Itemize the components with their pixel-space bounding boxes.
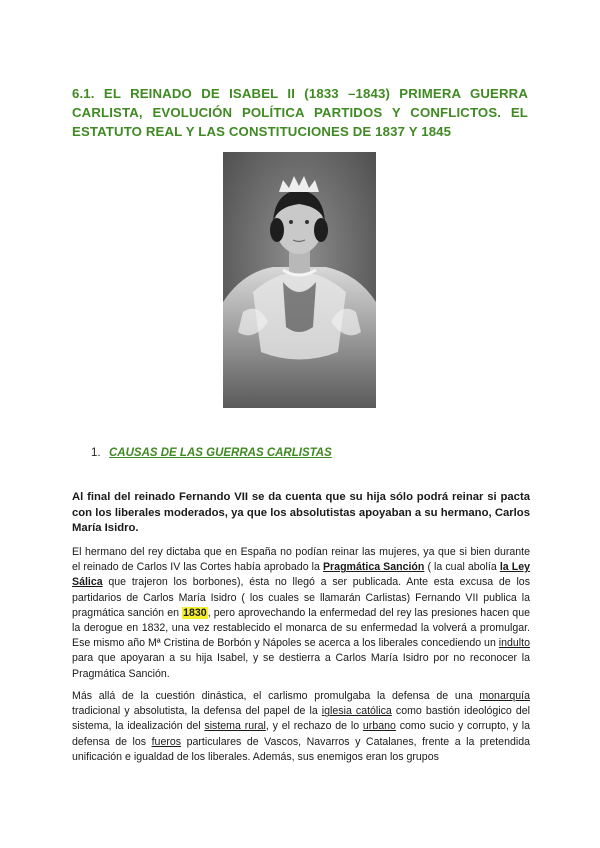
text-run: para que apoyaran a su hija Isabel, y se destierra a Carlos María Isidro por no reconocer la Pragmática Sanción. xyxy=(72,652,530,680)
document-title: 6.1. EL REINADO DE ISABEL II (1833 –1843) PRIMERA GUERRA CARLISTA, EVOLUCIÓN POLÍTICA PARTIDOS Y CONFLICTOS. EL ESTATUTO REAL Y LAS CONSTITUCIONES DE 1837 Y 1845 xyxy=(72,86,528,139)
term-fueros: fueros xyxy=(151,735,182,748)
section-number: 1. xyxy=(91,447,101,459)
term-urbano: urbano xyxy=(362,720,396,733)
text-run: , y el rechazo de lo xyxy=(265,720,363,733)
text-run: , pero aprovechando la enfermedad del rey las presiones hacen que la derogue en 1832, una vez restablecido el monarca de su enfermedad la volverá a promulgar. Ese mismo año Mª Cristina de Borbón y Nápoles se acerca a los liberales concediendo un xyxy=(72,606,530,650)
section-heading xyxy=(91,447,491,459)
lead-paragraph: Al final del reinado Fernando VII se da cuenta que su hija sólo podrá reinar si pacta con los liberales moderados, ya que los absolutistas apoyaban a su hermano, Carlos María Isidro. xyxy=(72,491,530,534)
highlighted-year: 1830 xyxy=(183,606,207,619)
text-run: que trajeron los borbones), ésta no llegó a ser publicada. Ante esta excusa de los partidarios de Carlos María Isidro ( los cuales se llamarán Carlistas) Fernando VII publica la pragmática sanción en xyxy=(72,576,530,619)
text-run: ( la cual abolía xyxy=(424,561,500,574)
term-iglesia-catolica: iglesia católica xyxy=(321,705,392,718)
term-monarquia: monarquía xyxy=(479,690,530,702)
term-ley-salica: la Ley Sálica xyxy=(72,561,530,589)
term-sistema-rural: sistema rural xyxy=(204,720,266,733)
text-run: particulares de Vascos, Navarros y Catalanes, frente a la pretendida unificación e igualdad de los liberales. Además, sus enemigos eran los grupos xyxy=(72,735,530,763)
text-run: Más allá de la cuestión dinástica, el carlismo promulgaba la defensa de una xyxy=(72,690,480,702)
term-indulto: indulto xyxy=(498,637,530,650)
paragraph-causes xyxy=(72,545,530,682)
text-run: como bastión ideológico del sistema, la idealización del xyxy=(72,705,530,733)
paragraph-carlism xyxy=(72,689,530,765)
text-run: tradicional y absolutista, la defensa del papel de la xyxy=(72,705,322,718)
section-heading-text: CAUSAS DE LAS GUERRAS CARLISTAS xyxy=(109,447,332,459)
portrait-photo xyxy=(223,152,376,408)
text-run: El hermano del rey dictaba que en España no podían reinar las mujeres, ya que si bien durante el reinado de Carlos IV las Cortes había aprobado la xyxy=(72,546,530,574)
text-run: como sucio y corrupto, y la defensa de los xyxy=(72,720,530,748)
term-pragmatica-sancion: Pragmática Sanción xyxy=(322,561,425,574)
